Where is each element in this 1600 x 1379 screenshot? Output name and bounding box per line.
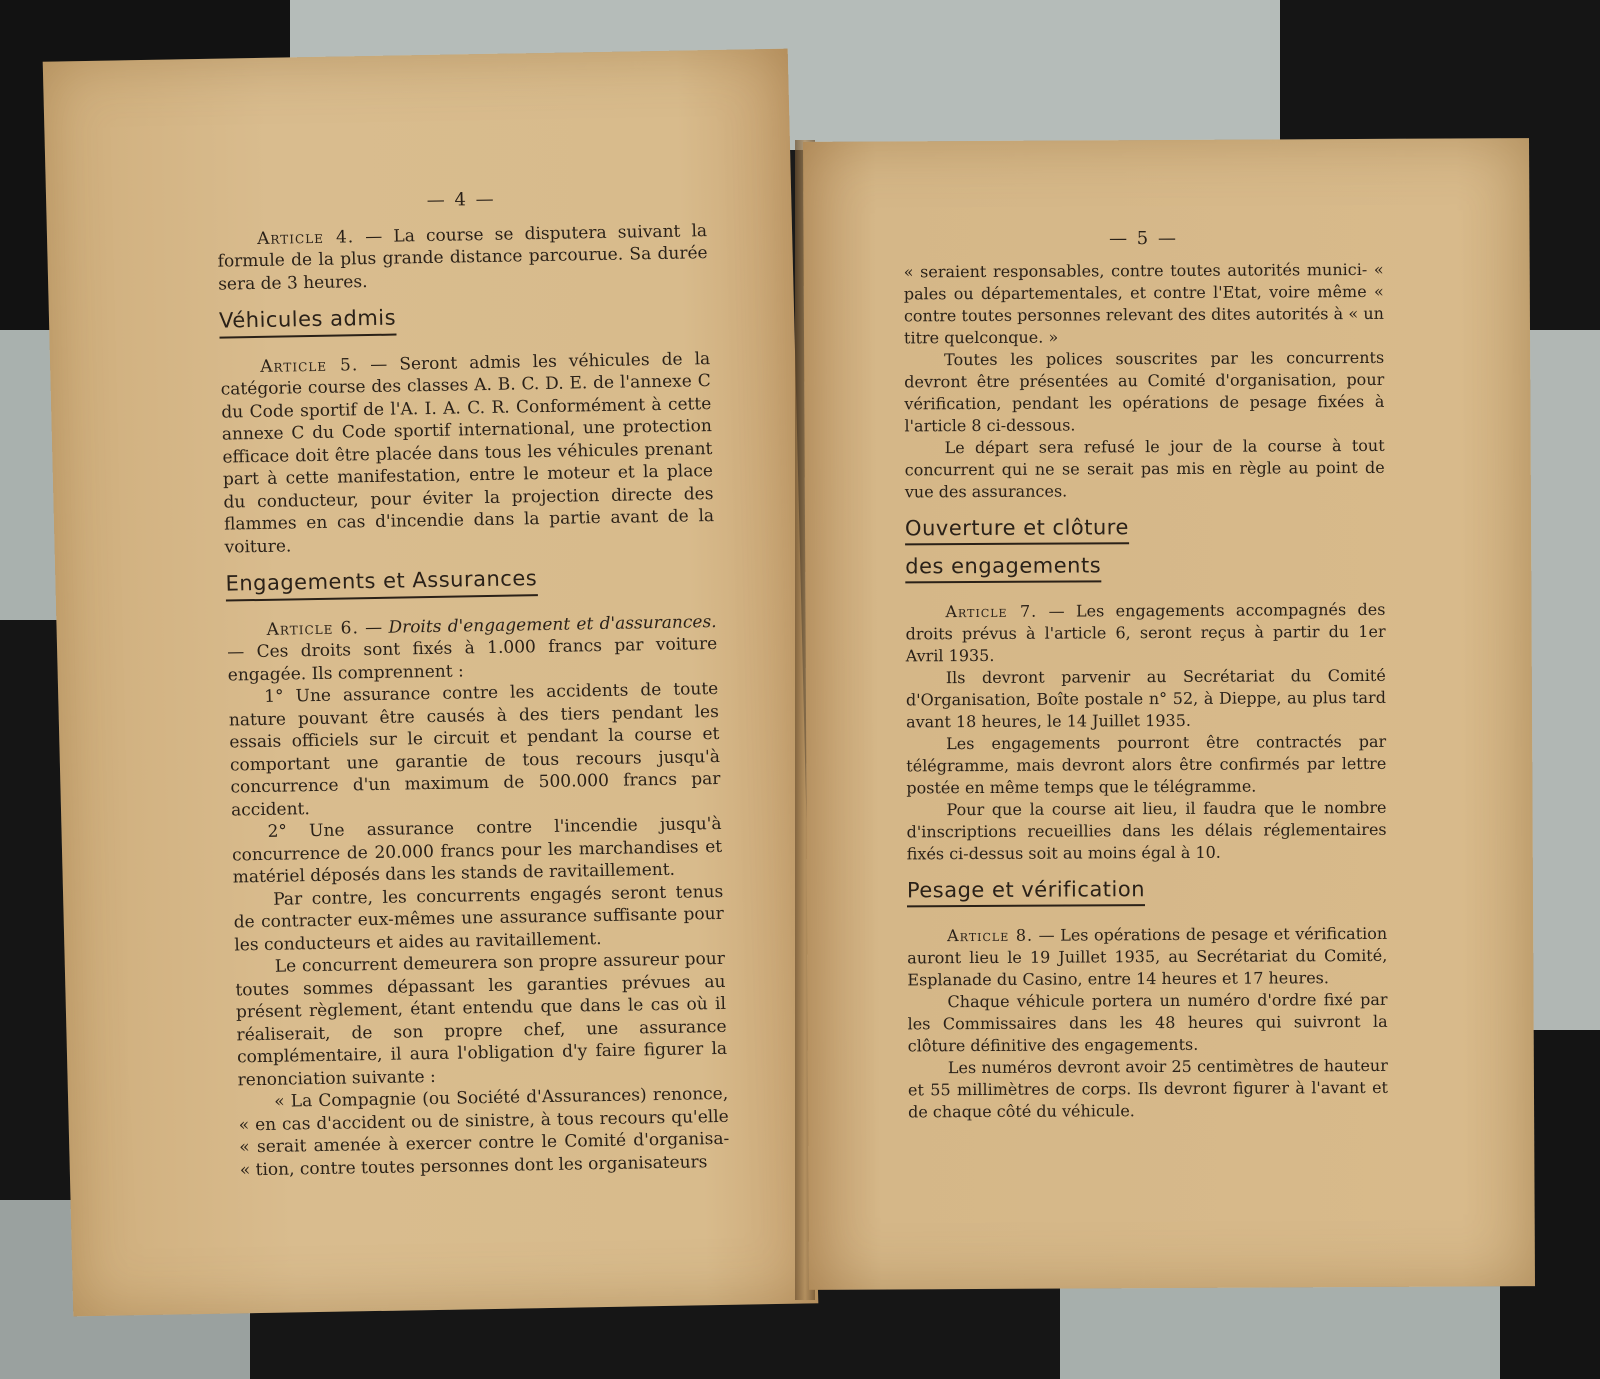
section-heading-vehicules: Véhicules admis — [219, 307, 397, 339]
section-heading-ouverture: Ouverture et clôture — [905, 516, 1129, 545]
article-6-paragraph: Le concurrent demeurera son propre assureur pour toutes sommes dépassant les garanties prévues au présent règlement, étant entendu que dans le cas où il réaliserait, de son propre chef, une assurance complémentaire, il aura l'obligation d'y faire figurer la renonciation suivante : — [235, 948, 728, 1090]
article-7 — [905, 599, 1385, 668]
article-text: — La course se disputera suivant la formule de la plus grande distance parcourue. Sa durée sera de 3 heures. — [217, 220, 708, 295]
section-heading-pesage: Pesage et vérification — [907, 878, 1145, 907]
article-8-paragraph: Les numéros devront avoir 25 centimètres de hauteur et 55 millimètres de corps. Ils devront figurer à l'avant et de chaque côté du véhicule. — [907, 1055, 1389, 1122]
article-label: Article 6. — [266, 617, 360, 640]
page-number: — 4 — — [426, 188, 496, 212]
article-label: Article 7. — [945, 601, 1038, 622]
background-patch — [1060, 1280, 1500, 1379]
article-6-item-2: 2° Une assurance contre l'incendie jusqu'à concurrence de 20.000 francs pour les marchandises et matériel déposés dans les stands de ravitaillement. — [231, 813, 723, 888]
article-8 — [907, 923, 1387, 992]
left-page — [43, 49, 819, 1317]
article-7-paragraph: Pour que la course ait lieu, il faudra que le nombre d'inscriptions recueillies dans les délais réglementaires fixés ci-dessus soit au moins égal à 10. — [906, 797, 1387, 864]
paragraph-polices: Toutes les polices souscrites par les concurrents devront être présentées au Comité d'organisation, pour vérification, pendant les opérations de pesage fixées à l'article 8 ci-dessous. — [904, 347, 1385, 436]
article-6-item-1: 1° Une assurance contre les accidents de toute nature pouvant être causés à des tiers pendant les essais officiels sur le circuit et pendant la course et comportant une garantie de tous recours jusqu'à concurrence d'un maximum de 500.000 francs par accident. — [228, 678, 721, 820]
paragraph-depart: Le départ sera refusé le jour de la course à tout concurrent qui ne se serait pas mis en règle au point de vue des assurances. — [904, 435, 1385, 502]
article-label: Article 4. — [256, 226, 355, 249]
left-page-content — [216, 185, 730, 1181]
article-6: Article 6. — Droits d'engagement et d'assurances. — Ces droits sont fixés à 1.000 francs par voiture engagée. Ils comprennent : — [226, 611, 718, 686]
page-number: — 5 — — [1109, 227, 1179, 250]
article-7-paragraph: Ils devront parvenir au Secrétariat du Comité d'Organisation, Boîte postale n° 52, à Dieppe, au plus tard avant 18 heures, le 14 Juillet 1935. — [905, 665, 1386, 732]
article-7-paragraph: Les engagements pourront être contractés par télégramme, mais devront alors être confirmés par lettre postée en même temps que le télégramme. — [906, 731, 1387, 798]
article-title: Droits d'engagement et d'assurances. — [388, 611, 717, 638]
right-page — [803, 138, 1535, 1290]
quote-continuation: « seraient responsables, contre toutes autorités munici- « pales ou départementales, et contre l'Etat, voire même « contre toutes personnes relevant des dites autorités à « un titre quelconque. » — [903, 259, 1384, 348]
section-heading-engagements: des engagements — [905, 554, 1101, 583]
right-page-content — [903, 227, 1388, 1124]
article-text: — Seront admis les véhicules de la catégorie course des classes A. B. C. D. E. de l'annexe C du Code sportif de l'A. I. A. C. R. Conformément à cette annexe C du Code sportif international, une protection efficace doit être placée dans tous les véhicules prenant part à cette manifestation, entre le moteur et la place du conducteur, pour éviter la projection directe des flammes en cas d'incendie dans la partie avant de la voiture. — [220, 348, 715, 558]
article-text: — Les opérations de pesage et vérification auront lieu le 19 Juillet 1935, au Secrétariat du Comité, Esplanade du Casino, entre 14 heures et 17 heures. — [907, 923, 1388, 990]
article-6-paragraph: Par contre, les concurrents engagés seront tenus de contracter eux-mêmes une assurance suffisante pour les conducteurs et aides au ravitaillement. — [233, 881, 724, 955]
article-4 — [217, 220, 709, 296]
article-label: Article 5. — [259, 354, 359, 377]
renunciation-quote: « La Compagnie (ou Société d'Assurances) renonce, « en cas d'accident ou de sinistre, à tous recours qu'elle « serait amenée à exercer contre le Comité d'organisa- « tion, contre toutes personnes dont les organisateurs — [238, 1083, 730, 1180]
section-heading-engagements: Engagements et Assurances — [225, 567, 537, 601]
article-intro: — Ces droits sont fixés à 1.000 francs par voiture engagée. Ils comprennent : — [226, 633, 718, 686]
article-5 — [220, 348, 715, 559]
article-8-paragraph: Chaque véhicule portera un numéro d'ordre fixé par les Commissaires dans les 48 heures qui suivront la clôture définitive des engagements. — [907, 989, 1388, 1056]
article-text: — Les engagements accompagnés des droits prévus à l'article 6, seront reçus à partir du 1er Avril 1935. — [905, 599, 1386, 666]
article-label: Article 8. — [947, 925, 1034, 946]
